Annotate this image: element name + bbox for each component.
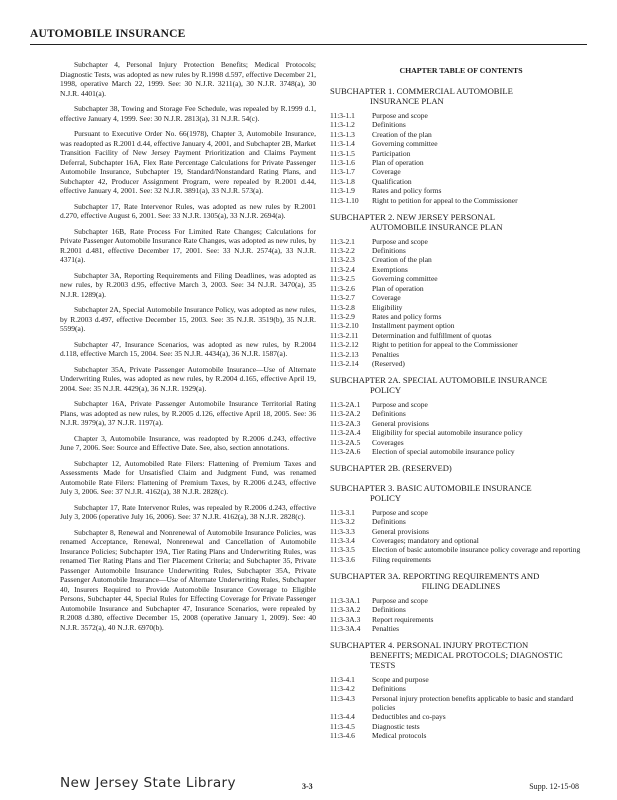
section-list [330, 400, 592, 456]
toc-entry [330, 120, 592, 129]
toc-entry [330, 684, 592, 693]
history-note-paragraph: Chapter 3, Automobile Insurance, was readopted by R.2006 d.243, effective June 7, 2006. See: Source and Effective Date. See, also, section annotations. [60, 433, 316, 452]
toc-entry [330, 409, 592, 418]
section-number: 11:3-2.13 [330, 349, 359, 359]
section-number: 11:3-2A.1 [330, 399, 361, 409]
section-number: 11:3-2.10 [330, 321, 359, 331]
section-title: Coverages [372, 437, 404, 447]
section-number: 11:3-1.4 [330, 139, 355, 149]
subchapter-heading-line: SUBCHAPTER 2A. SPECIAL AUTOMOBILE INSURANCE [330, 375, 548, 386]
section-title: Penalties [372, 349, 400, 359]
section-number: 11:3-3.3 [330, 526, 355, 536]
section-list [330, 596, 592, 634]
history-note-paragraph: Subchapter 2A, Special Automobile Insurance Policy, was adopted as new rules, by R.2003 d.497, effective December 15, 2003. See: 35 N.J.R. 3519(b), 35 N.J.R. 5599(a). [60, 305, 316, 333]
toc-entry [330, 312, 592, 321]
toc-entry [330, 255, 592, 264]
history-note-paragraph: Pursuant to Executive Order No. 66(1978), Chapter 3, Automobile Insurance, was readopted as R.2001 d.44, effective January 4, 2001, and Subchapter 2B, Market Transition Facility of New Jersey Payment Prioritization and Claims Payment Deferral, Subchapter 16A, Flex Rate Percentage Calculations for Private Passenger Automobile Insurance, Subchapter 19, Standard/Nonstandard Rating Plans, and Subchapter 42, Producer Assignment Program, were repealed by R.2001 d.44, effective January 4, 2001. See: 32 N.J.R. 3891(a), 33 N.J.R. 573(a). [60, 129, 316, 195]
subchapter-heading-line: FILING DEADLINES [421, 581, 501, 591]
toc-entry [330, 555, 592, 564]
toc-entry [330, 293, 592, 302]
section-title: (Reserved) [372, 358, 405, 368]
history-note-paragraph: Subchapter 35A, Private Passenger Automobile Insurance—Use of Alternate Underwriting Rules, was adopted as new rules, by R.2004 d.165, effective April 19, 2004. See: 35 N.J.R. 4429(a), 36 N.J.R. 1929(a). [60, 364, 316, 393]
section-title: Purpose and scope [372, 236, 428, 246]
toc-entry [330, 186, 592, 195]
section-number: 11:3-4.4 [330, 712, 355, 722]
section-number: 11:3-2.2 [330, 246, 355, 256]
toc-entry [330, 615, 592, 624]
section-number: 11:3-2.8 [330, 302, 355, 312]
section-title: Creation of the plan [372, 255, 432, 265]
section-title: Purpose and scope [372, 507, 428, 517]
section-title: Definitions [372, 517, 406, 527]
section-title: Governing committee [372, 139, 438, 149]
section-number: 11:3-4.6 [330, 731, 355, 741]
section-title: Installment payment option [372, 321, 455, 331]
subchapter-heading [330, 572, 592, 592]
toc-entry [330, 303, 592, 312]
toc-entry [330, 359, 592, 368]
toc-entry [330, 321, 592, 330]
section-title: Coverage [372, 167, 401, 177]
section-number: 11:3-2.12 [330, 340, 359, 350]
toc-entry [330, 350, 592, 359]
section-title: Qualification [372, 176, 412, 186]
history-note-paragraph: Subchapter 3A, Reporting Requirements and Filing Deadlines, was adopted as new rules, by R.2003 d.95, effective March 3, 2003. See: 34 N.J.R. 3470(a), 35 N.J.R. 1289(a). [60, 270, 316, 299]
toc-entry [330, 284, 592, 293]
toc-entry [330, 447, 592, 456]
toc-entry [330, 624, 592, 633]
section-title: General provisions [372, 418, 429, 428]
toc-entry [330, 517, 592, 526]
toc-entry [330, 438, 592, 447]
subchapter-heading-line: POLICY [370, 492, 402, 503]
toc-entry [330, 130, 592, 139]
section-number: 11:3-2A.5 [330, 437, 361, 447]
history-note-paragraph: Subchapter 16B, Rate Process For Limited Rate Changes; Calculations for Private Passenger Automobile Insurance Rate Changes, was adopted as new rules, by R.2001 d.481, effective December 17, 2001. See: 33 N.J.R. 2574(a), 33 N.J.R. 4371(a). [60, 226, 316, 264]
section-title: Deductibles and co-pays [372, 712, 446, 722]
table-of-contents-column [330, 60, 592, 749]
toc-entry [330, 596, 592, 605]
section-number: 11:3-3A.4 [330, 624, 361, 634]
toc-entry [330, 694, 592, 713]
section-title: Election of special automobile insurance policy [372, 446, 515, 456]
section-title: Plan of operation [372, 158, 424, 168]
section-number: 11:3-4.1 [330, 674, 355, 684]
section-title: General provisions [372, 526, 429, 536]
page-number: 3-3 [302, 782, 313, 791]
section-number: 11:3-2.3 [330, 255, 355, 265]
history-note-paragraph: Subchapter 16A, Private Passenger Automobile Insurance Territorial Rating Plans, was adopted as new rules, by R.2005 d.126, effective April 18, 2005. See: 36 N.J.R. 3979(a), 37 N.J.R. 1197(a). [60, 399, 316, 427]
subchapter-heading-line: SUBCHAPTER 4. PERSONAL INJURY PROTECTION [330, 640, 529, 651]
section-number: 11:3-2A.2 [330, 409, 361, 419]
header-rule [30, 44, 587, 45]
toc-entry [330, 605, 592, 614]
section-title: Participation [372, 148, 411, 158]
section-number: 11:3-1.5 [330, 148, 355, 158]
history-note-paragraph: Subchapter 17, Rate Intervenor Rules, was adopted as new rules by R.2001 d.270, effective August 6, 2001. See: 33 N.J.R. 1305(a), 33 N.J.R. 2694(a). [60, 201, 316, 220]
toc-entry [330, 265, 592, 274]
toc-entry [330, 274, 592, 283]
section-number: 11:3-1.7 [330, 167, 355, 177]
toc-entry [330, 536, 592, 545]
section-number: 11:3-2.4 [330, 264, 355, 274]
toc-entry [330, 400, 592, 409]
section-title: Purpose and scope [372, 399, 428, 409]
section-title: Governing committee [372, 274, 438, 284]
subchapter-heading-line: SUBCHAPTER 2B. (RESERVED) [330, 463, 452, 474]
section-list [330, 111, 592, 205]
section-list [330, 675, 592, 741]
subchapter-heading-line: SUBCHAPTER 2. NEW JERSEY PERSONAL [330, 212, 495, 223]
section-title: Medical protocols [372, 731, 427, 741]
section-number: 11:3-1.3 [330, 129, 355, 139]
subchapter-heading [330, 464, 592, 474]
toc-entry [330, 731, 592, 740]
history-note-paragraph: Subchapter 4, Personal Injury Protection Benefits; Medical Protocols; Diagnostic Tests, was adopted as new rules by R.1998 d.597, effective December 21, 1998, operative March 22, 1999. See: 30 N.J.R. 3211(a), 30 N.J.R. 3748(a), 30 N.J.R. 4401(a). [60, 60, 316, 98]
toc-entry [330, 545, 592, 554]
section-list [330, 508, 592, 564]
section-title: Personal injury protection benefits applicable to basic and standard policies [372, 693, 574, 713]
subchapter-heading-line: POLICY [370, 385, 402, 396]
subchapter-heading-line: INSURANCE PLAN [370, 96, 444, 107]
toc-title: CHAPTER TABLE OF CONTENTS [399, 66, 523, 75]
subchapter-heading [330, 641, 592, 670]
section-number: 11:3-1.6 [330, 158, 355, 168]
section-title: Definitions [372, 409, 406, 419]
toc-entry [330, 340, 592, 349]
section-title: Purpose and scope [372, 595, 428, 605]
toc-entry [330, 167, 592, 176]
section-number: 11:3-1.10 [330, 195, 359, 205]
toc-entry [330, 196, 592, 205]
section-number: 11:3-2A.4 [330, 428, 361, 438]
section-title: Report requirements [372, 614, 434, 624]
history-note-paragraph: Subchapter 8, Renewal and Nonrenewal of Automobile Insurance Policies, was renamed Acceptance, Renewal, Nonrenewal and Cancellation of Automobile Insurance Policies; Subchapter 19A, Tier Rating Plans and Underwriting Rules, was renamed Tier Rating Plans and Tier Placement Criteria; and Subchapter 35, Private Passenger Automobile Insurance Underwriting Rules, Subchapter 35A, Private Passenger Automobile Insurance—Use of Alternate Underwriting Rules, Subchapter 40, Insurers Required to Provide Automobile Insurance Coverage to Eligible Persons, Subchapter 44, Special Rules for Effecting Coverage for Private Passenger Automobile Insurance and Subchapter 47, Insurance Scenarios, were repealed by R.2008 d.380, effective December 15, 2008 (operative January 1, 2009). See: 40 N.J.R. 3572(a), 40 N.J.R. 6970(b). [60, 527, 316, 632]
section-list [330, 237, 592, 369]
toc-entry [330, 712, 592, 721]
section-title: Definitions [372, 246, 406, 256]
history-note-paragraph: Subchapter 17, Rate Intervenor Rules, was repealed by R.2006 d.243, effective July 3, 2006 (operative July 16, 2006). See: 37 N.J.R. 4162(a), 38 N.J.R. 2828(c). [60, 502, 316, 521]
section-title: Definitions [372, 120, 406, 130]
section-title: Eligibility [372, 302, 403, 312]
section-title: Plan of operation [372, 283, 424, 293]
subchapter-heading-line: SUBCHAPTER 1. COMMERCIAL AUTOMOBILE [330, 86, 513, 97]
section-number: 11:3-1.9 [330, 186, 355, 196]
section-title: Eligibility for special automobile insurance policy [372, 428, 523, 438]
section-number: 11:3-3A.2 [330, 605, 361, 615]
toc-entry [330, 177, 592, 186]
section-title: Coverage [372, 293, 401, 303]
section-title: Definitions [372, 605, 406, 615]
toc-body [330, 87, 592, 740]
history-note-paragraph: Subchapter 38, Towing and Storage Fee Schedule, was repealed by R.1999 d.1, effective January 4, 1999. See: 30 N.J.R. 2813(a), 31 N.J.R. 54(c). [60, 104, 316, 123]
history-notes-column [60, 60, 316, 638]
section-number: 11:3-2.6 [330, 283, 355, 293]
toc-entry [330, 246, 592, 255]
section-title: Right to petition for appeal to the Commissioner [372, 195, 518, 205]
section-number: 11:3-2.7 [330, 293, 355, 303]
history-note-paragraph: Subchapter 12, Automobiled Rate Filers: Flattening of Premium Taxes and Assessments Made for Unsatisfied Claim and Judgment Fund, was renamed Automobile Rate Filers: Flattening of Premium Taxes, by R.2006 d.243, effective July 3, 2006. See: 37 N.J.R. 4162(a), 38 N.J.R. 2828(c). [60, 458, 316, 496]
toc-entry [330, 149, 592, 158]
section-title: Election of basic automobile insurance policy coverage and reporting [372, 545, 581, 555]
section-title: Exemptions [372, 264, 408, 274]
toc-entry [330, 508, 592, 517]
section-title: Rates and policy forms [372, 186, 442, 196]
subchapter-heading-line: SUBCHAPTER 3. BASIC AUTOMOBILE INSURANCE [330, 483, 532, 494]
section-title: Diagnostic tests [372, 721, 420, 731]
supplement-date: Supp. 12-15-08 [529, 782, 579, 791]
section-title: Purpose and scope [372, 111, 428, 120]
section-number: 11:3-2.1 [330, 236, 355, 246]
section-number: 11:3-3A.3 [330, 614, 361, 624]
subchapter-heading-line: BENEFITS; MEDICAL PROTOCOLS; DIAGNOSTIC [370, 650, 563, 661]
toc-entry [330, 527, 592, 536]
section-number: 11:3-1.1 [330, 111, 355, 120]
section-title: Determination and fulfillment of quotas [372, 330, 492, 340]
section-number: 11:3-3.2 [330, 517, 355, 527]
toc-entry [330, 675, 592, 684]
toc-entry [330, 237, 592, 246]
subchapter-heading [330, 376, 592, 396]
section-number: 11:3-2.9 [330, 311, 355, 321]
section-title: Scope and purpose [372, 674, 429, 684]
section-title: Right to petition for appeal to the Commissioner [372, 340, 518, 350]
section-number: 11:3-4.2 [330, 684, 355, 694]
subchapter-heading [330, 87, 592, 107]
section-number: 11:3-2A.3 [330, 418, 361, 428]
section-number: 11:3-3.4 [330, 535, 355, 545]
section-title: Definitions [372, 684, 406, 694]
toc-entry [330, 139, 592, 148]
section-number: 11:3-3A.1 [330, 595, 361, 605]
section-number: 11:3-2.14 [330, 358, 359, 368]
section-number: 11:3-2.11 [330, 330, 359, 340]
toc-entry [330, 428, 592, 437]
history-note-paragraph: Subchapter 47, Insurance Scenarios, was adopted as new rules, by R.2004 d.118, effective March 15, 2004. See: 35 N.J.R. 4434(a), 36 N.J.R. 1587(a). [60, 339, 316, 358]
subchapter-heading [330, 213, 592, 233]
toc-entry [330, 158, 592, 167]
toc-entry [330, 722, 592, 731]
section-number: 11:3-4.3 [330, 693, 355, 703]
toc-entry [330, 111, 592, 120]
section-number: 11:3-2.5 [330, 274, 355, 284]
section-number: 11:3-2A.6 [330, 446, 361, 456]
section-number: 11:3-3.5 [330, 545, 355, 555]
section-number: 11:3-4.5 [330, 721, 355, 731]
section-title: Rates and policy forms [372, 311, 442, 321]
toc-entry [330, 419, 592, 428]
section-title: Penalties [372, 624, 400, 634]
library-watermark: New Jersey State Library [60, 776, 236, 791]
section-number: 11:3-1.2 [330, 120, 355, 130]
subchapter-heading-line: TESTS [370, 660, 396, 671]
subchapter-heading [330, 484, 592, 504]
section-number: 11:3-1.8 [330, 176, 355, 186]
section-title: Filing requirements [372, 554, 431, 564]
subchapter-heading-line: SUBCHAPTER 3A. REPORTING REQUIREMENTS AND [330, 571, 540, 582]
section-title: Creation of the plan [372, 129, 432, 139]
toc-entry [330, 331, 592, 340]
section-title: Coverages; mandatory and optional [372, 535, 479, 545]
section-number: 11:3-3.1 [330, 507, 355, 517]
subchapter-heading-line: AUTOMOBILE INSURANCE PLAN [370, 221, 503, 232]
running-header: AUTOMOBILE INSURANCE [30, 28, 186, 40]
section-number: 11:3-3.6 [330, 554, 355, 564]
